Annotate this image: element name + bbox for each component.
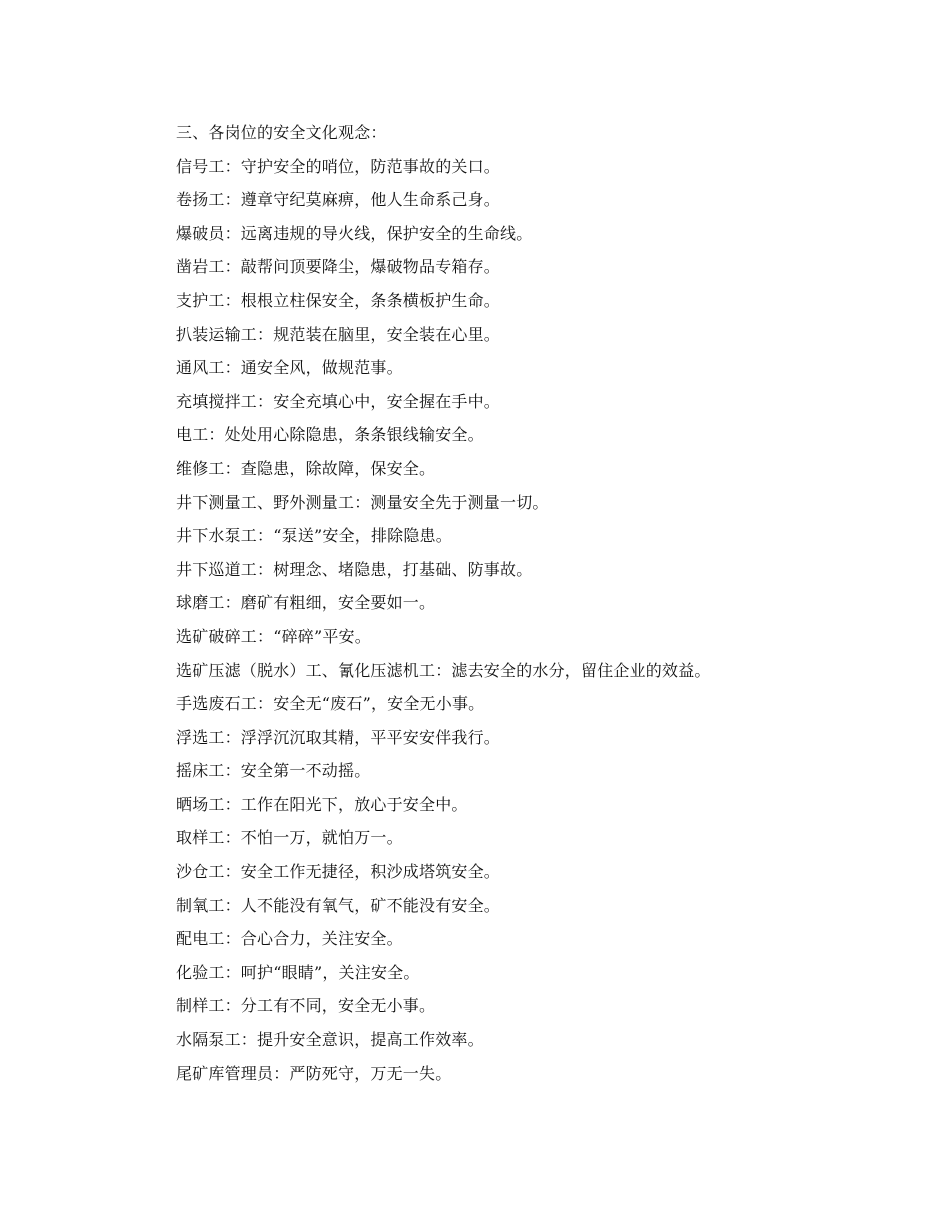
text-line: 摇床工：安全第一不动摇。	[176, 761, 371, 781]
text-line: 浮选工：浮浮沉沉取其精，平平安安伴我行。	[176, 727, 501, 747]
text-line: 尾矿库管理员：严防死守，万无一失。	[176, 1063, 452, 1083]
text-line: 井下水泵工：“泵送”安全，排除隐患。	[176, 526, 452, 546]
text-line: 井下巡道工：树理念、堵隐患，打基础、防事故。	[176, 559, 533, 579]
text-line: 信号工：守护安全的哨位，防范事故的关口。	[176, 156, 501, 176]
text-line: 卷扬工：遵章守纪莫麻痹，他人生命系己身。	[176, 190, 501, 210]
text-line: 水隔泵工：提升安全意识，提高工作效率。	[176, 1030, 484, 1050]
text-line: 选矿压滤（脱水）工、氰化压滤机工：滤去安全的水分，留住企业的效益。	[176, 660, 711, 680]
text-line: 球磨工：磨矿有粗细，安全要如一。	[176, 593, 436, 613]
text-line: 爆破员：远离违规的导火线，保护安全的生命线。	[176, 223, 533, 243]
text-line: 井下测量工、野外测量工：测量安全先于测量一切。	[176, 492, 549, 512]
text-line: 通风工：通安全风，做规范事。	[176, 358, 403, 378]
text-line: 制样工：分工有不同，安全无小事。	[176, 996, 436, 1016]
text-line: 凿岩工：敲帮问顶要降尘，爆破物品专箱存。	[176, 257, 501, 277]
text-line: 配电工：合心合力，关注安全。	[176, 929, 403, 949]
text-line: 选矿破碎工：“碎碎”平安。	[176, 626, 371, 646]
text-line: 制氧工：人不能没有氧气，矿不能没有安全。	[176, 895, 501, 915]
text-line: 维修工：查隐患，除故障，保安全。	[176, 458, 436, 478]
text-line: 化验工：呵护“眼睛”，关注安全。	[176, 962, 420, 982]
text-line: 充填搅拌工：安全充填心中，安全握在手中。	[176, 391, 501, 411]
text-line: 晒场工：工作在阳光下，放心于安全中。	[176, 794, 468, 814]
text-line: 手选废石工：安全无“废石”，安全无小事。	[176, 694, 485, 714]
text-line: 支护工：根根立柱保安全，条条横板护生命。	[176, 290, 501, 310]
text-line: 电工：处处用心除隐患，条条银线输安全。	[176, 425, 484, 445]
document-body	[176, 116, 876, 1090]
section-heading: 三、各岗位的安全文化观念：	[176, 123, 387, 142]
text-line: 扒装运输工：规范装在脑里，安全装在心里。	[176, 324, 501, 344]
text-line: 取样工：不怕一万，就怕万一。	[176, 828, 403, 848]
text-line: 沙仓工：安全工作无捷径，积沙成塔筑安全。	[176, 862, 501, 882]
